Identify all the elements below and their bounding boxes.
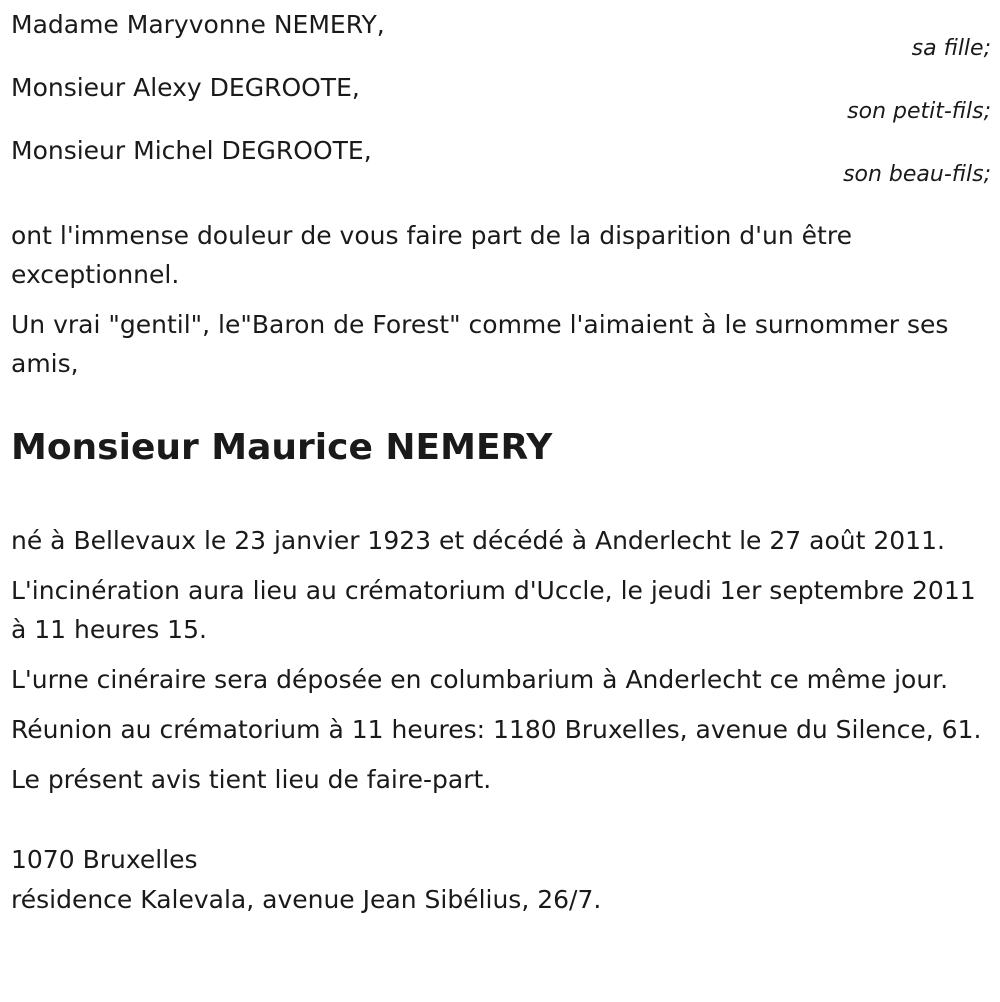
family-address: [11, 840, 991, 920]
birth-death-paragraph: né à Bellevaux le 23 janvier 1923 et décédé à Anderlecht le 27 août 2011.: [11, 526, 945, 555]
notice-paragraph: Le présent avis tient lieu de faire-part.: [11, 765, 492, 794]
family-member-relation: son beau-fils;: [843, 162, 991, 187]
family-member-relation: sa fille;: [911, 36, 991, 61]
cremation-paragraph: L'incinération aura lieu au crématorium d'Uccle, le jeudi 1er septembre 2011 à 11 heures 15.: [11, 576, 976, 644]
family-member-row: [11, 71, 991, 134]
family-member-row: [11, 134, 991, 197]
announcement-paragraph: ont l'immense douleur de vous faire part de la disparition d'un être exceptionnel.: [11, 221, 852, 289]
family-member-name: Monsieur Alexy DEGROOTE,: [11, 73, 360, 102]
family-member-relation: son petit-fils;: [847, 99, 991, 124]
tribute-paragraph: Un vrai "gentil", le"Baron de Forest" comme l'aimaient à le surnommer ses amis,: [11, 310, 949, 378]
family-member-name: Madame Maryvonne NEMERY,: [11, 10, 385, 39]
family-member-name: Monsieur Michel DEGROOTE,: [11, 136, 372, 165]
urn-paragraph: L'urne cinéraire sera déposée en columbarium à Anderlecht ce même jour.: [11, 665, 949, 694]
obituary-notice: [11, 8, 991, 920]
address-street: résidence Kalevala, avenue Jean Sibélius, 26/7.: [11, 885, 602, 914]
address-city: 1070 Bruxelles: [11, 845, 198, 874]
deceased-name-heading: Monsieur Maurice NEMERY: [11, 427, 553, 468]
gathering-paragraph: Réunion au crématorium à 11 heures: 1180 Bruxelles, avenue du Silence, 61.: [11, 715, 982, 744]
family-member-row: [11, 8, 991, 71]
